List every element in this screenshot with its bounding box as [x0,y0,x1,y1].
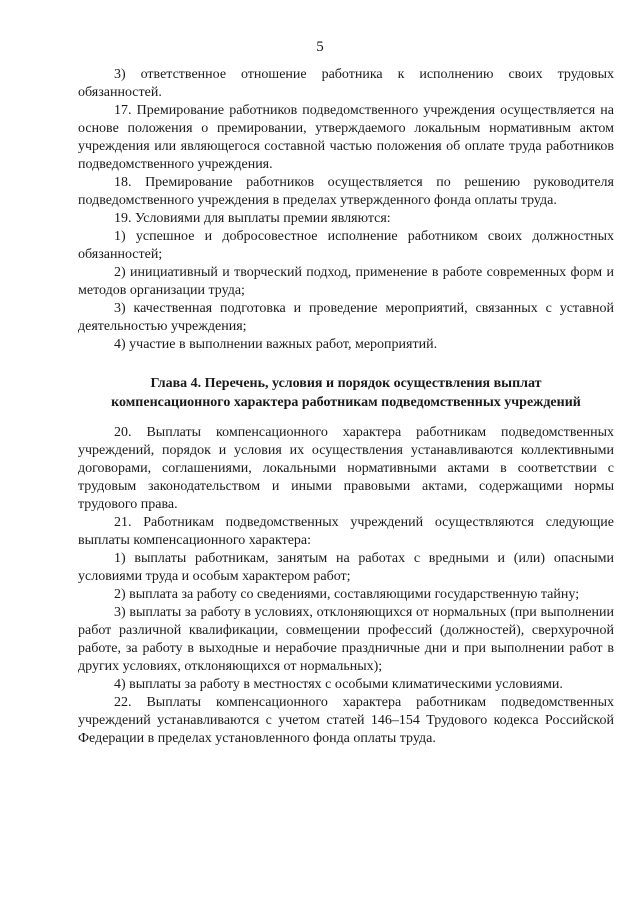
list-item-compensation-2: 2) выплата за работу со сведениями, составляющими государственную тайну; [114,587,580,602]
list-item-condition-2: 2) инициативный и творческий подход, применение в работе современных форм и методов организации труда; [78,265,614,298]
paragraph-item-3-responsibility: 3) ответственное отношение работника к исполнению своих трудовых обязанностей. [78,67,614,100]
chapter-heading-line-2: компенсационного характера работникам подведомственных учреждений [111,395,581,410]
spacer [78,416,614,424]
document-body [78,66,614,748]
chapter-heading-line-1: Глава 4. Перечень, условия и порядок осуществления выплат [150,376,542,391]
list-item-compensation-1: 1) выплаты работникам, занятым на работах с вредными и (или) опасными условиями труда и особым характером работ; [78,551,614,584]
list-item-condition-1: 1) успешное и добросовестное исполнение работником своих должностных обязанностей; [78,229,614,262]
chapter-heading [78,374,614,412]
spacer [78,354,614,362]
paragraph-21-compensation-types: 21. Работникам подведомственных учреждений осуществляются следующие выплаты компенсационного характера: [78,515,614,548]
paragraph-18-bonus-decision: 18. Премирование работников осуществляется по решению руководителя подведомственного учреждения в пределах утвержденного фонда оплаты труда. [78,175,614,208]
page-number: 5 [316,39,324,55]
list-item-compensation-3: 3) выплаты за работу в условиях, отклоняющихся от нормальных (при выполнении работ различной квалификации, совмещении профессий (должностей), сверхурочной работе, за работу в выходные и нерабочие праздничные дни и при выполнении работ в других условиях, отклоняющихся от нормальных); [78,605,614,674]
paragraph-22-compensation-limits: 22. Выплаты компенсационного характера работникам подведомственных учреждений устанавливаются с учетом статей 146–154 Трудового кодекса Российской Федерации в пределах установленного фонда оплаты труда. [78,695,614,746]
paragraph-20-compensation-payments: 20. Выплаты компенсационного характера работникам подведомственных учреждений, порядок и условия их осуществления устанавливаются коллективными договорами, соглашениями, локальными нормативными актами в соответствии с трудовым законодательством и иными правовыми актами, содержащими нормы трудового права. [78,425,614,512]
paragraph-17-bonus-basis: 17. Премирование работников подведомственного учреждения осуществляется на основе положения о премировании, утверждаемого локальным нормативным актом учреждения или являющегося составной частью положения об оплате труда работников подведомственного учреждения. [78,103,614,172]
list-item-compensation-4: 4) выплаты за работу в местностях с особыми климатическими условиями. [114,677,563,692]
paragraph-19-bonus-conditions: 19. Условиями для выплаты премии являются: [114,211,391,226]
list-item-condition-4: 4) участие в выполнении важных работ, мероприятий. [114,337,438,352]
list-item-condition-3: 3) качественная подготовка и проведение мероприятий, связанных с уставной деятельностью учреждения; [78,301,614,334]
